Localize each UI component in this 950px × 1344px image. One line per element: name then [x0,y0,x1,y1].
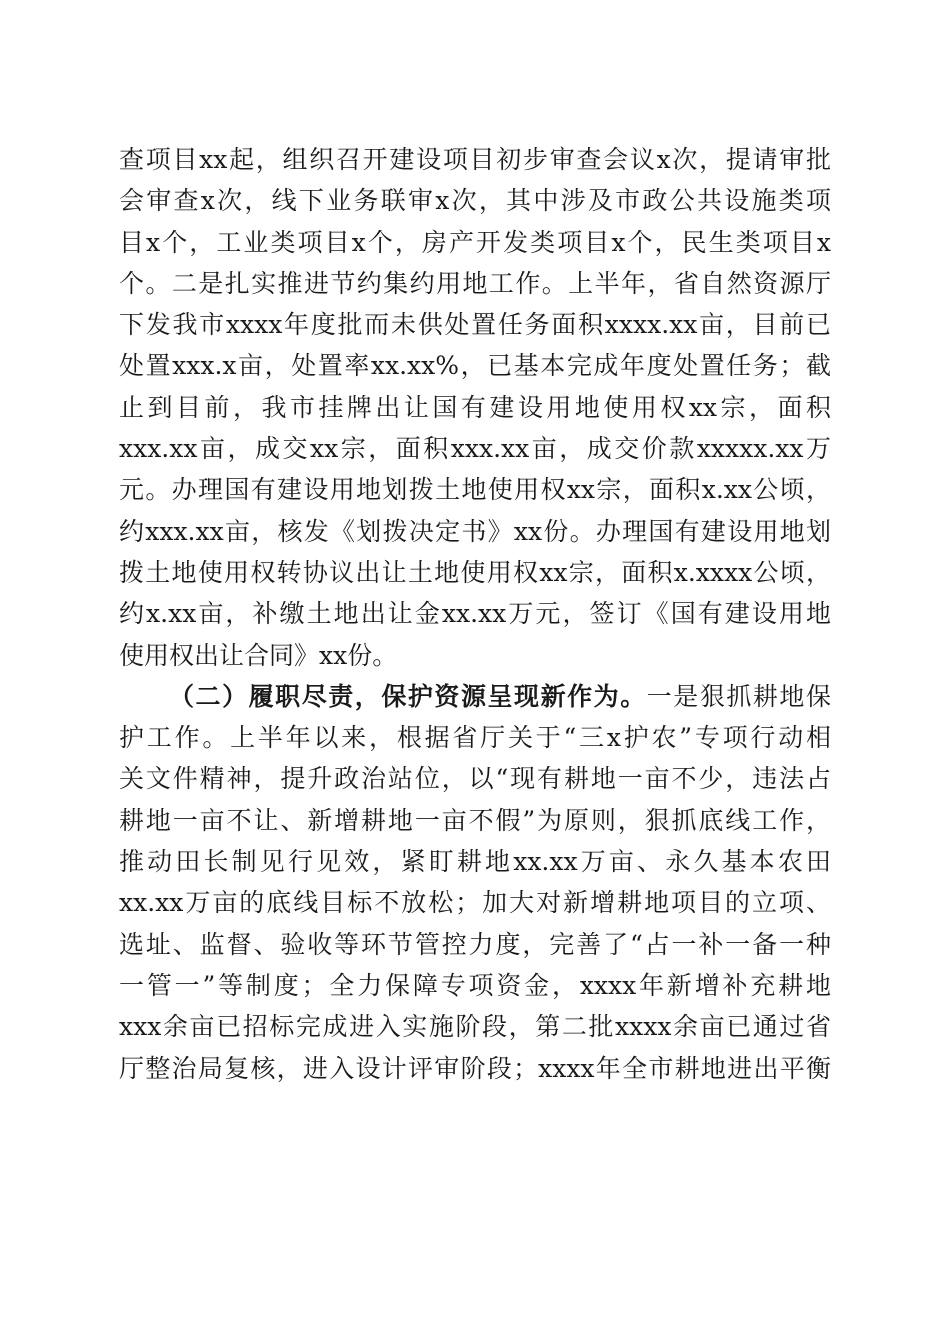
paragraph-line: 一管一”等制度；全力保障专项资金，xxxx年新增补充耕地 [119,970,831,1000]
body-text [119,139,831,1089]
paragraph-line: 个。二是扎实推进节约集约用地工作。上半年，省自然资源厅 [119,268,831,298]
paragraph-line: 下发我市xxxx年度批而未供处置任务面积xxxx.xx亩，目前已 [119,310,831,340]
paragraph-line: 推动田长制见行见效，紧盯耕地xx.xx万亩、永久基本农田 [119,847,831,877]
paragraph-line: 止到目前，我市挂牌出让国有建设用地使用权xx宗，面积 [119,392,831,422]
paragraph-line: xxx.xx亩，成交xx宗，面积xxx.xx亩，成交价款xxxxx.xx万 [119,434,831,464]
paragraph-line: 约xxx.xx亩，核发《划拨决定书》xx份。办理国有建设用地划 [119,516,831,546]
section-heading: （二）履职尽责，保护资源呈现新作为。 [169,681,647,711]
paragraph-line: xx.xx万亩的底线目标不放松；加大对新增耕地项目的立项、 [119,888,831,918]
section-heading-line [119,676,831,717]
paragraph-line: 约x.xx亩，补缴土地出让金xx.xx万元，签订《国有建设用地 [119,599,831,629]
paragraph-line: 使用权出让合同》xx份。 [119,640,398,670]
section-heading-rest: 一是狠抓耕地保 [646,681,831,711]
paragraph-line: 处置xxx.x亩，处置率xx.xx%，已基本完成年度处置任务；截 [119,351,831,381]
paragraph-line: 查项目xx起，组织召开建设项目初步审查会议x次，提请审批 [119,145,831,174]
paragraph-line: 目x个，工业类项目x个，房产开发类项目x个，民生类项目x [119,227,831,257]
paragraph-line: 护工作。上半年以来，根据省厅关于“三x护农”专项行动相 [119,723,831,753]
paragraph-line: 耕地一亩不让、新增耕地一亩不假”为原则，狠抓底线工作， [119,805,831,835]
paragraph-line: 元。办理国有建设用地划拨土地使用权xx宗，面积x.xx公顷， [119,475,831,505]
paragraph-line: 拨土地使用权转协议出让土地使用权xx宗，面积x.xxxx公顷， [119,557,831,587]
paragraph-line: 厅整治局复核，进入设计评审阶段；xxxx年全市耕地进出平衡 [119,1053,831,1083]
paragraph-line: 会审查x次，线下业务联审x次，其中涉及市政公共设施类项 [119,186,831,216]
paragraph-line: 选址、监督、验收等环节管控力度，完善了“占一补一备一种 [119,929,831,959]
paragraph-line: xxx余亩已招标完成进入实施阶段，第二批xxxx余亩已通过省 [119,1012,831,1042]
paragraph-line: 关文件精神，提升政治站位，以“现有耕地一亩不少，违法占 [119,764,831,794]
